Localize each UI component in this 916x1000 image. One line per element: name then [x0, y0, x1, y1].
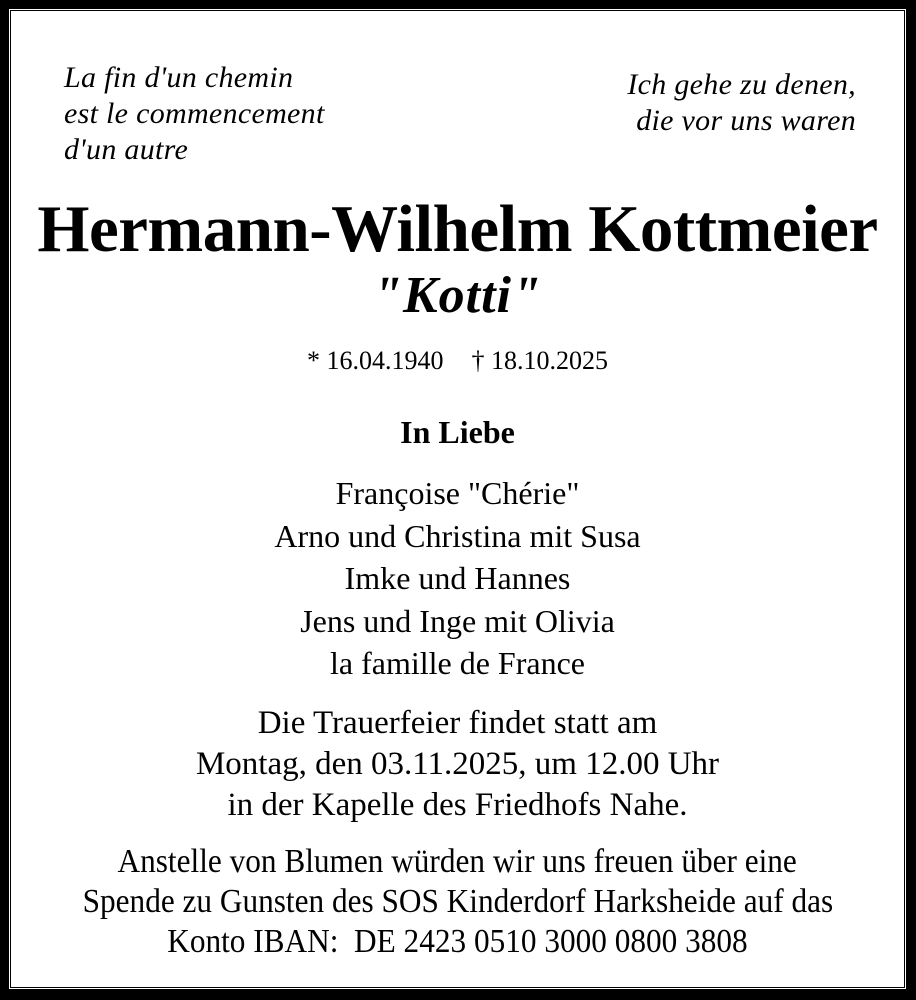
funeral-line: Montag, den 03.11.2025, um 12.00 Uhr — [195, 746, 720, 782]
mourner-line: la famille de France — [330, 645, 585, 681]
deceased-name: Hermann-Wilhelm Kottmeier — [37, 192, 878, 266]
mourner-line: Imke und Hannes — [344, 560, 571, 596]
life-dates — [9, 348, 906, 374]
funeral-details — [9, 703, 906, 826]
funeral-line: Die Trauerfeier findet statt am — [257, 705, 658, 741]
salutation: In Liebe — [400, 414, 515, 450]
donation-details — [9, 842, 906, 962]
mourners-list — [9, 472, 906, 685]
epigraph-line: Ich gehe zu denen, — [627, 68, 856, 101]
mourner-line: Jens und Inge mit Olivia — [300, 602, 615, 639]
epigraph-french — [64, 60, 325, 168]
epigraph-line: est le commencement — [64, 97, 325, 130]
donation-line — [9, 922, 906, 962]
death-date: † 18.10.2025 — [471, 346, 608, 375]
mourner-line: Françoise "Chérie" — [335, 475, 580, 511]
donation-line — [9, 842, 906, 882]
donation-line-text: Anstelle von Blumen würden wir uns freuen über eine — [117, 843, 798, 880]
deceased-nickname: "Kotti" — [373, 267, 542, 324]
donation-line-text: Spende zu Gunsten des SOS Kinderdorf Harksheide auf das — [82, 883, 833, 920]
epigraph-german — [627, 67, 856, 139]
epigraph-line: La fin d'un chemin — [64, 61, 294, 94]
donation-line — [9, 882, 906, 922]
mourner-line: Arno und Christina mit Susa — [274, 517, 641, 554]
epigraph-line: die vor uns waren — [636, 104, 856, 137]
birth-date: * 16.04.1940 — [307, 346, 444, 375]
epigraph-line: d'un autre — [64, 133, 189, 166]
notice-sheet — [9, 9, 906, 989]
funeral-line: in der Kapelle des Friedhofs Nahe. — [227, 787, 688, 823]
iban-line-text: Konto IBAN: DE 2423 0510 3000 0800 3808 — [167, 923, 748, 960]
